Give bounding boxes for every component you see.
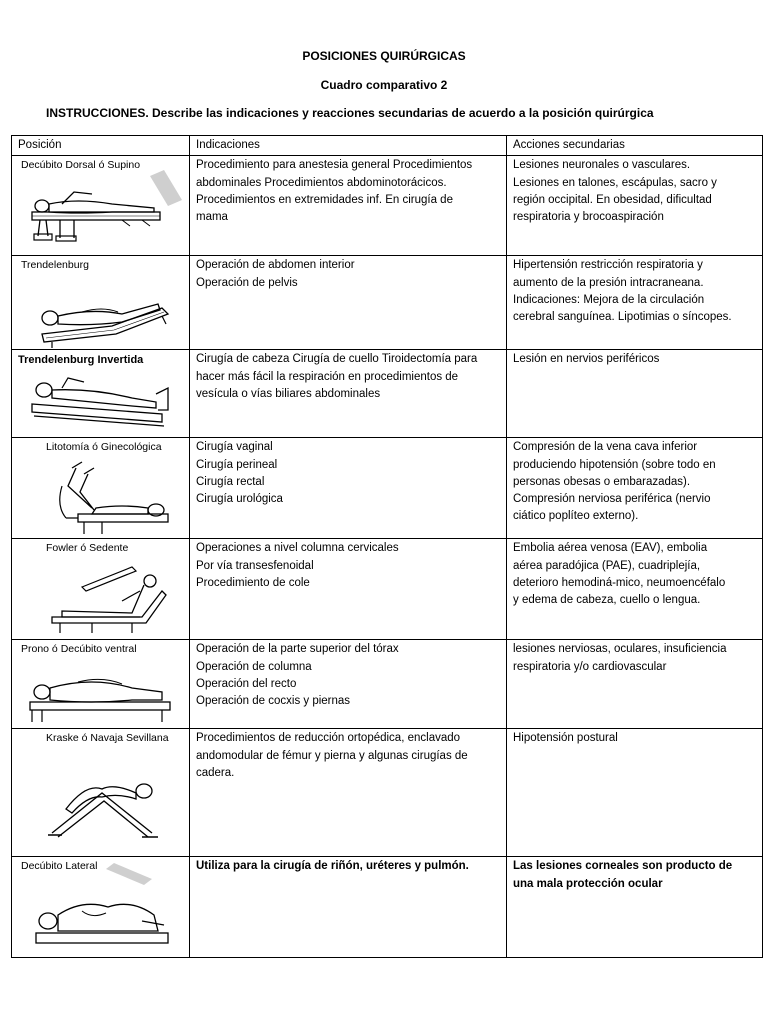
instructions-text: INSTRUCCIONES. Describe las indicaciones y reacciones secundarias de acuerdo a la posición quirúrgica [46, 106, 654, 120]
table-row [12, 539, 763, 640]
position-label: Trendelenburg Invertida [18, 354, 144, 367]
position-cell [12, 729, 190, 857]
reverse-trendelenburg-position-illustration [22, 368, 182, 436]
table-row [12, 156, 763, 256]
table-header-row [12, 136, 763, 156]
position-label: Prono ó Decúbito ventral [21, 643, 137, 656]
column-header-secondary: Acciones secundarias [507, 136, 763, 156]
secondary-cell: Lesiones neuronales o vasculares. Lesiones en talones, escápulas, sacro y región occipital. En obesidad, dificultad respiratoria y brocoaspiración [507, 156, 763, 256]
indications-cell: Operaciones a nivel columna cervicales Por vía transesfenoidal Procedimiento de cole [190, 539, 507, 640]
secondary-cell: Las lesiones corneales son producto de una mala protección ocular [507, 857, 763, 958]
secondary-cell: Hipotensión postural [507, 729, 763, 857]
position-label: Decúbito Dorsal ó Supino [21, 159, 141, 172]
position-label: Trendelenburg [21, 259, 89, 272]
secondary-cell: Compresión de la vena cava inferior produciendo hipotensión (sobre todo en personas obesas o embarazadas). Compresión nerviosa periférica (nervio ciático poplíteo externo). [507, 438, 763, 539]
secondary-cell: Lesión en nervios periféricos [507, 350, 763, 438]
secondary-cell: Hipertensión restricción respiratoria y aumento de la presión intracraneana. Indicaciones: Mejora de la circulación cerebral sanguínea. Lipotimias o síncopes. [507, 256, 763, 350]
document-subtitle: Cuadro comparativo 2 [320, 78, 448, 92]
indications-cell: Operación de abdomen interior Operación de pelvis [190, 256, 507, 350]
position-cell [12, 857, 190, 958]
kraske-position-illustration [22, 753, 182, 849]
table-row [12, 857, 763, 958]
position-label: Decúbito Lateral [21, 860, 98, 873]
positions-table [11, 135, 763, 958]
indications-cell: Procedimiento para anestesia general Procedimientos abdominales Procedimientos abdominotorácicos. Procedimientos en extremidades inf. En cirugía de mama [190, 156, 507, 256]
indications-cell: Procedimientos de reducción ortopédica, enclavado andomodular de fémur y pierna y algunas cirugías de cadera. [190, 729, 507, 857]
secondary-cell: lesiones nerviosas, oculares, insuficiencia respiratoria y/o cardiovascular [507, 640, 763, 729]
table-row [12, 438, 763, 539]
position-label: Fowler ó Sedente [46, 542, 129, 555]
fowler-position-illustration [22, 557, 182, 639]
position-cell [12, 438, 190, 539]
position-cell [12, 156, 190, 256]
supine-position-illustration [22, 170, 182, 250]
secondary-cell: Embolia aérea venosa (EAV), embolia aérea paradójica (PAE), cuadriplejía, deterioro hemodiná-mico, neumoencéfalo y edema de cabeza, cuello o lengua. [507, 539, 763, 640]
indications-cell: Utiliza para la cirugía de riñón, uréteres y pulmón. [190, 857, 507, 958]
position-cell [12, 539, 190, 640]
document-title: POSICIONES QUIRÚRGICAS [302, 49, 466, 63]
position-cell [12, 640, 190, 729]
table-row [12, 729, 763, 857]
prone-position-illustration [22, 662, 182, 728]
position-label: Litotomía ó Ginecológica [46, 441, 162, 454]
table-row [12, 256, 763, 350]
indications-cell: Cirugía de cabeza Cirugía de cuello Tiroidectomía para hacer más fácil la respiración en procedimientos de vesícula o vías biliares abdominales [190, 350, 507, 438]
position-cell [12, 350, 190, 438]
column-header-position: Posición [12, 136, 190, 156]
position-cell [12, 256, 190, 350]
trendelenburg-position-illustration [22, 278, 182, 350]
table-row [12, 350, 763, 438]
lithotomy-position-illustration [22, 456, 182, 538]
table-row [12, 640, 763, 729]
lateral-position-illustration [22, 863, 182, 957]
indications-cell: Cirugía vaginal Cirugía perineal Cirugía rectal Cirugía urológica [190, 438, 507, 539]
position-label: Kraske ó Navaja Sevillana [46, 732, 169, 745]
column-header-indications: Indicaciones [190, 136, 507, 156]
indications-cell: Operación de la parte superior del tórax Operación de columna Operación del recto Operación de cocxis y piernas [190, 640, 507, 729]
